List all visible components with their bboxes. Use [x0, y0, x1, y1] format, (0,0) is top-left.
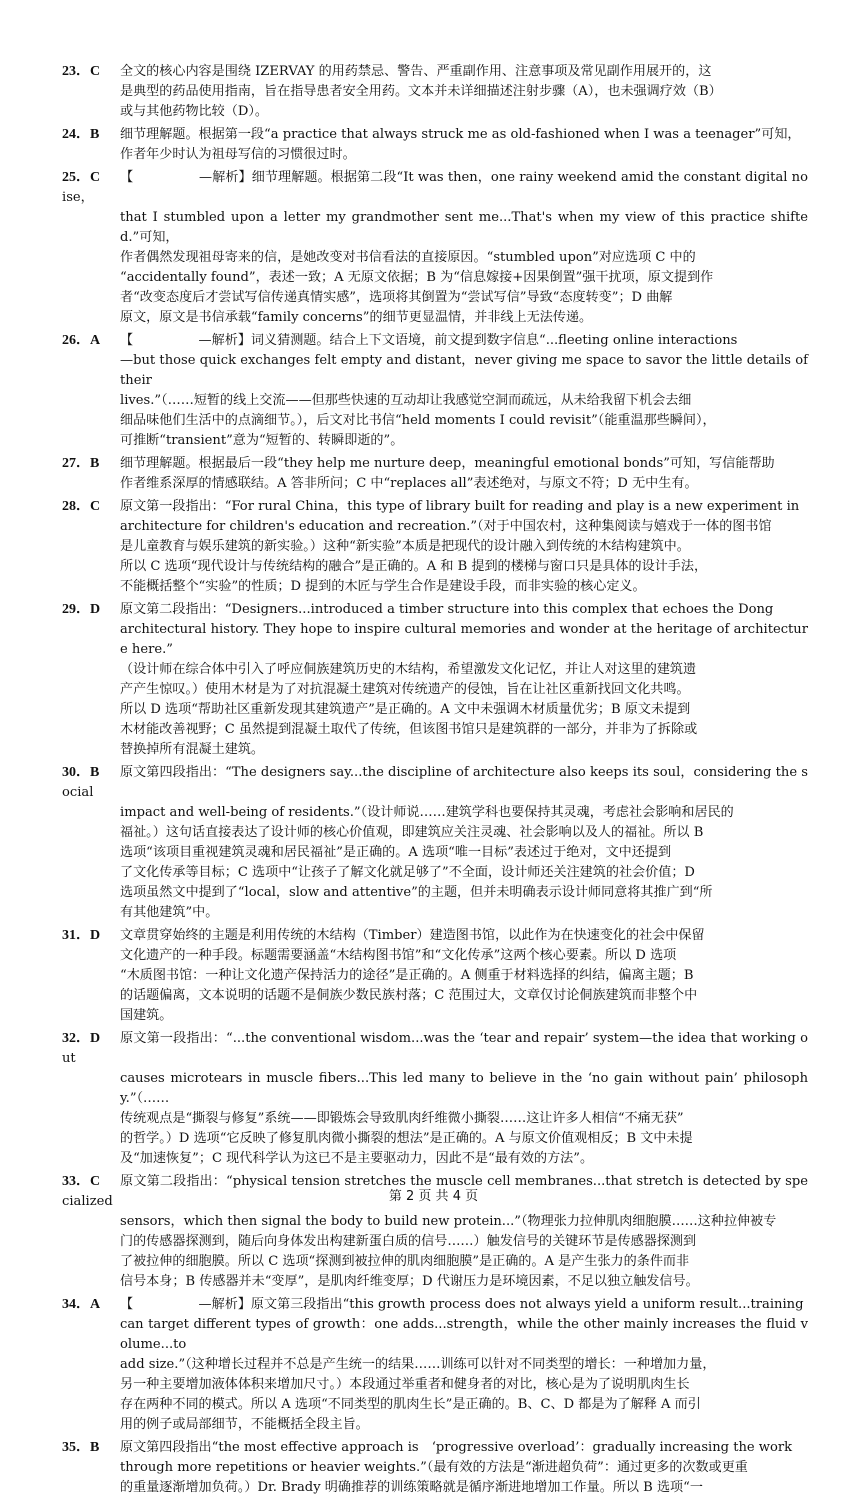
answer-line: 产产生惊叹。）使用木材是为了对抗混凝土建筑对传统遗产的侵蚀，旨在让社区重新找回文化共鸣。 — [120, 682, 690, 697]
answer-line: 另一种主要增加液体体积来增加尺寸。）本段通过举重者和健身者的对比，核心是为了说明肌肉生长 — [120, 1377, 690, 1392]
answer-item — [62, 125, 808, 165]
answer-line: 是儿童教育与娱乐建筑的新实验。）这种“新实验”本质是把现代的设计融入到传统的木结构建筑中。 — [120, 539, 690, 554]
answer-line: 文化遗产的一种手段。标题需要涵盖“木结构图书馆”和“文化传承”这两个核心要素。所以 D 选项 — [120, 948, 677, 963]
answer-line: 存在两种不同的模式。所以 A 选项“不同类型的肌肉生长”是正确的。B、C、D 都是为了解释 A 而引 — [120, 1397, 701, 1412]
answer-text: 原文第一段指出：“...the conventional wisdom...was the ‘tear and repair’ system—the idea that working out — [62, 1031, 808, 1066]
answer-line: 者“改变态度后才尝试写信传递真情实感”，选项将其倒置为“尝试写信”导致“态度转变”；D 曲解 — [120, 290, 673, 305]
question-number: 31．D — [62, 928, 101, 943]
answer-line — [62, 1295, 808, 1315]
answer-line: 原文，原文是书信承载“family concerns”的细节更显温情，并非线上无法传递。 — [120, 310, 593, 325]
question-number: 33．C — [62, 1174, 101, 1189]
answer-text: 原文第二段指出：“Designers...introduced a timber structure into this complex that echoes the Dong — [120, 602, 774, 617]
answer-line — [62, 168, 808, 208]
question-number: 30．B — [62, 765, 100, 780]
answer-line: sensors，which then signal the body to build new protein...”（物理张力拉伸肌肉细胞膜……这种拉伸被专 — [120, 1214, 777, 1229]
question-number: 24．B — [62, 127, 100, 142]
answer-line — [62, 331, 808, 351]
answer-line: 作者维系深厚的情感联结。A 答非所问；C 中“replaces all”表述绝对，与原文不符；D 无中生有。 — [120, 476, 698, 491]
answer-line — [62, 454, 808, 474]
answer-line: 的哲学。）D 选项“它反映了修复肌肉微小撕裂的想法”是正确的。A 与原文价值观相反；B 文中未提 — [120, 1131, 693, 1146]
question-number: 35．B — [62, 1440, 100, 1455]
answer-line: “木质图书馆：一种让文化遗产保持活力的途径”是正确的。A 侧重于材料选择的纠结，偏离主题；B — [120, 968, 694, 983]
question-number: 27．B — [62, 456, 100, 471]
answer-line: —but those quick exchanges felt empty and distant，never giving me space to savor the little details of their — [120, 353, 808, 388]
answer-line: 作者年少时认为祖母写信的习惯很过时。 — [120, 147, 356, 162]
answer-line: 及“加速恢复”；C 现代科学认为这已不是主要驱动力，因此不是“最有效的方法”。 — [120, 1151, 594, 1166]
answer-item — [62, 168, 808, 328]
answer-line — [62, 497, 808, 517]
answer-item — [62, 600, 808, 760]
answer-line: 传统观点是“撕裂与修复”系统——即锻炼会导致肌肉纤维微小撕裂……这让许多人相信“不痛无获” — [120, 1111, 684, 1126]
answer-line: 作者偶然发现祖母寄来的信，是她改变对书信看法的直接原因。“stumbled upon”对应选项 C 中的 — [120, 250, 696, 265]
answer-line: 是典型的药品使用指南，旨在指导患者安全用药。文本并未详细描述注射步骤（A），也未强调疗效（B） — [120, 84, 722, 99]
answer-text: 全文的核心内容是围绕 IZERVAY 的用药禁忌、警告、严重副作用、注意事项及常见副作用展开的，这 — [120, 64, 712, 79]
answer-text: 文章贯穿始终的主题是利用传统的木结构（Timber）建造图书馆，以此作为在快速变化的社会中保留 — [120, 928, 705, 943]
answer-text: 原文第一段指出：“For rural China，this type of library built for reading and play is a new experiment in — [120, 499, 800, 514]
answer-line: 不能概括整个“实验”的性质；D 提到的木匠与学生合作是建设手段，而非实验的核心定义。 — [120, 579, 646, 594]
question-number: 29．D — [62, 602, 101, 617]
answer-text: 【 —解析】原文第三段指出“this growth process does not always yield a uniform result...training — [120, 1297, 804, 1312]
answer-item — [62, 454, 808, 494]
answer-line: 木材能改善视野；C 虽然提到混凝土取代了传统，但该图书馆只是建筑群的一部分，并非为了拆除或 — [120, 722, 698, 737]
answer-line: 选项“该项目重视建筑灵魂和居民福祉”是正确的。A 选项“唯一目标”表述过于绝对，文中还提到 — [120, 845, 672, 860]
answer-item — [62, 497, 808, 597]
answer-line: 细品味他们生活中的点滴细节。），后文对比书信“held moments I could revisit”（能重温那些瞬间）， — [120, 413, 716, 428]
answer-item — [62, 331, 808, 451]
answer-line: 国建筑。 — [120, 1008, 173, 1023]
document-body — [62, 62, 808, 1501]
answer-text: 【 —解析】细节理解题。根据第二段“It was then，one rainy weekend amid the constant digital noise， — [62, 170, 808, 205]
answer-line: 了文化传承等目标；C 选项中“让孩子了解文化就足够了”不全面，设计师还关注建筑的社会价值；D — [120, 865, 695, 880]
answer-line: 替换掉所有混凝土建筑。 — [120, 742, 265, 757]
answer-line: 了被拉伸的细胞膜。所以 C 选项“探测到被拉伸的肌肉细胞膜”是正确的。A 是产生张力的条件而非 — [120, 1254, 690, 1269]
answer-item — [62, 1029, 808, 1169]
answer-line: 选项虽然文中提到了“local，slow and attentive”的主题，但并未明确表示设计师同意将其推广到“所 — [120, 885, 713, 900]
answer-line: 的重量逐渐增加负荷。）Dr. Brady 明确推荐的训练策略就是循序渐进地增加工作量。所以 B 选项“一 — [120, 1480, 703, 1495]
question-number: 28．C — [62, 499, 101, 514]
answer-line: 门的传感器探测到，随后向身体发出构建新蛋白质的信号……）触发信号的关键环节是传感器探测到 — [120, 1234, 697, 1249]
answer-line: through more repetitions or heavier weights.”（最有效的方法是“渐进超负荷”：通过更多的次数或更重 — [120, 1460, 748, 1475]
answer-line: architectural history. They hope to inspire cultural memories and wonder at the heritage of architecture here.” — [120, 622, 808, 657]
answer-line: “accidentally found”，表述一致；A 无原文依据；B 为“信息嫁接+因果倒置”强干扰项，原文提到作 — [120, 270, 714, 285]
answer-line: 信号本身；B 传感器并未“变厚”，是肌肉纤维变厚；D 代谢压力是环境因素，不足以独立触发信号。 — [120, 1274, 699, 1289]
answer-item — [62, 926, 808, 1026]
answer-item — [62, 62, 808, 122]
answer-line: causes microtears in muscle fibers...This led many to believe in the ‘no gain without pain’ philosophy.”（…… — [120, 1071, 808, 1106]
answer-line: （设计师在综合体中引入了呼应侗族建筑历史的木结构，希望激发文化记忆，并让人对这里的建筑遗 — [120, 662, 697, 677]
answer-item — [62, 1295, 808, 1435]
answer-line: architecture for children's education and recreation.”（对于中国农村，这种集阅读与嬉戏于一体的图书馆 — [120, 519, 772, 534]
answer-text: 细节理解题。根据最后一段“they help me nurture deep，meaningful emotional bonds”可知，写信能帮助 — [120, 456, 775, 471]
page-footer: 第 2 页 共 4 页 — [388, 1189, 479, 1204]
answer-line — [62, 926, 808, 946]
answer-line: 有其他建筑”中。 — [120, 905, 219, 920]
answer-line: add size.”（这种增长过程并不总是产生统一的结果……训练可以针对不同类型的增长：一种增加力量， — [120, 1357, 716, 1372]
answer-text: 细节理解题。根据第一段“a practice that always struck me as old-fashioned when I was a teenager”可知， — [120, 127, 801, 142]
answer-text: 原文第二段指出：“physical tension stretches the muscle cell membranes...that stretch is detected by specialized — [62, 1174, 808, 1209]
answer-item — [62, 763, 808, 923]
answer-text: 【 —解析】词义猜测题。结合上下文语境，前文提到数字信息“...fleeting online interactions — [120, 333, 738, 348]
answer-line: 所以 D 选项“帮助社区重新发现其建筑遗产”是正确的。A 文中未强调木材质量优劣；B 原文未提到 — [120, 702, 691, 717]
question-number: 32．D — [62, 1031, 101, 1046]
question-number: 34．A — [62, 1297, 101, 1312]
answer-line: 或与其他药物比较（D）。 — [120, 104, 268, 119]
answer-line: lives.”（……短暂的线上交流——但那些快速的互动却让我感觉空洞而疏远，从未给我留下机会去细 — [120, 393, 692, 408]
answer-line: 用的例子或局部细节，不能概括全段主旨。 — [120, 1417, 369, 1432]
answer-line — [62, 763, 808, 803]
answer-line: impact and well-being of residents.”（设计师说……建筑学科也要保持其灵魂，考虑社会影响和居民的 — [120, 805, 734, 820]
question-number: 23．C — [62, 64, 101, 79]
answer-line: that I stumbled upon a letter my grandmother sent me...That's when my view of this practice shifted.”可知， — [120, 210, 808, 245]
question-number: 26．A — [62, 333, 101, 348]
answer-text: 原文第四段指出：“The designers say...the discipline of architecture also keeps its soul，considering the social — [62, 765, 808, 800]
answer-line — [62, 1438, 808, 1458]
answer-line: 的话题偏离，文本说明的话题不是侗族少数民族村落；C 范围过大，文章仅讨论侗族建筑而非整个中 — [120, 988, 698, 1003]
answer-line: can target different types of growth：one adds...strength，while the other mainly increases the fluid volume...to — [120, 1317, 808, 1352]
answer-line — [62, 125, 808, 145]
answer-line — [62, 1029, 808, 1069]
answer-line: 可推断“transient”意为“短暂的、转瞬即逝的”。 — [120, 433, 404, 448]
answer-line — [62, 600, 808, 620]
answer-line: 所以 C 选项“现代设计与传统结构的融合”是正确的。A 和 B 提到的楼梯与窗口只是具体的设计手法， — [120, 559, 708, 574]
answer-line: 福祉。）这句话直接表达了设计师的核心价值观，即建筑应关注灵魂、社会影响以及人的福祉。所以 B — [120, 825, 704, 840]
answer-item — [62, 1438, 808, 1498]
answer-line — [62, 62, 808, 82]
answer-text: 原文第四段指出“the most effective approach is ‘progressive overload’：gradually increasing the work — [120, 1440, 793, 1455]
question-number: 25．C — [62, 170, 101, 185]
